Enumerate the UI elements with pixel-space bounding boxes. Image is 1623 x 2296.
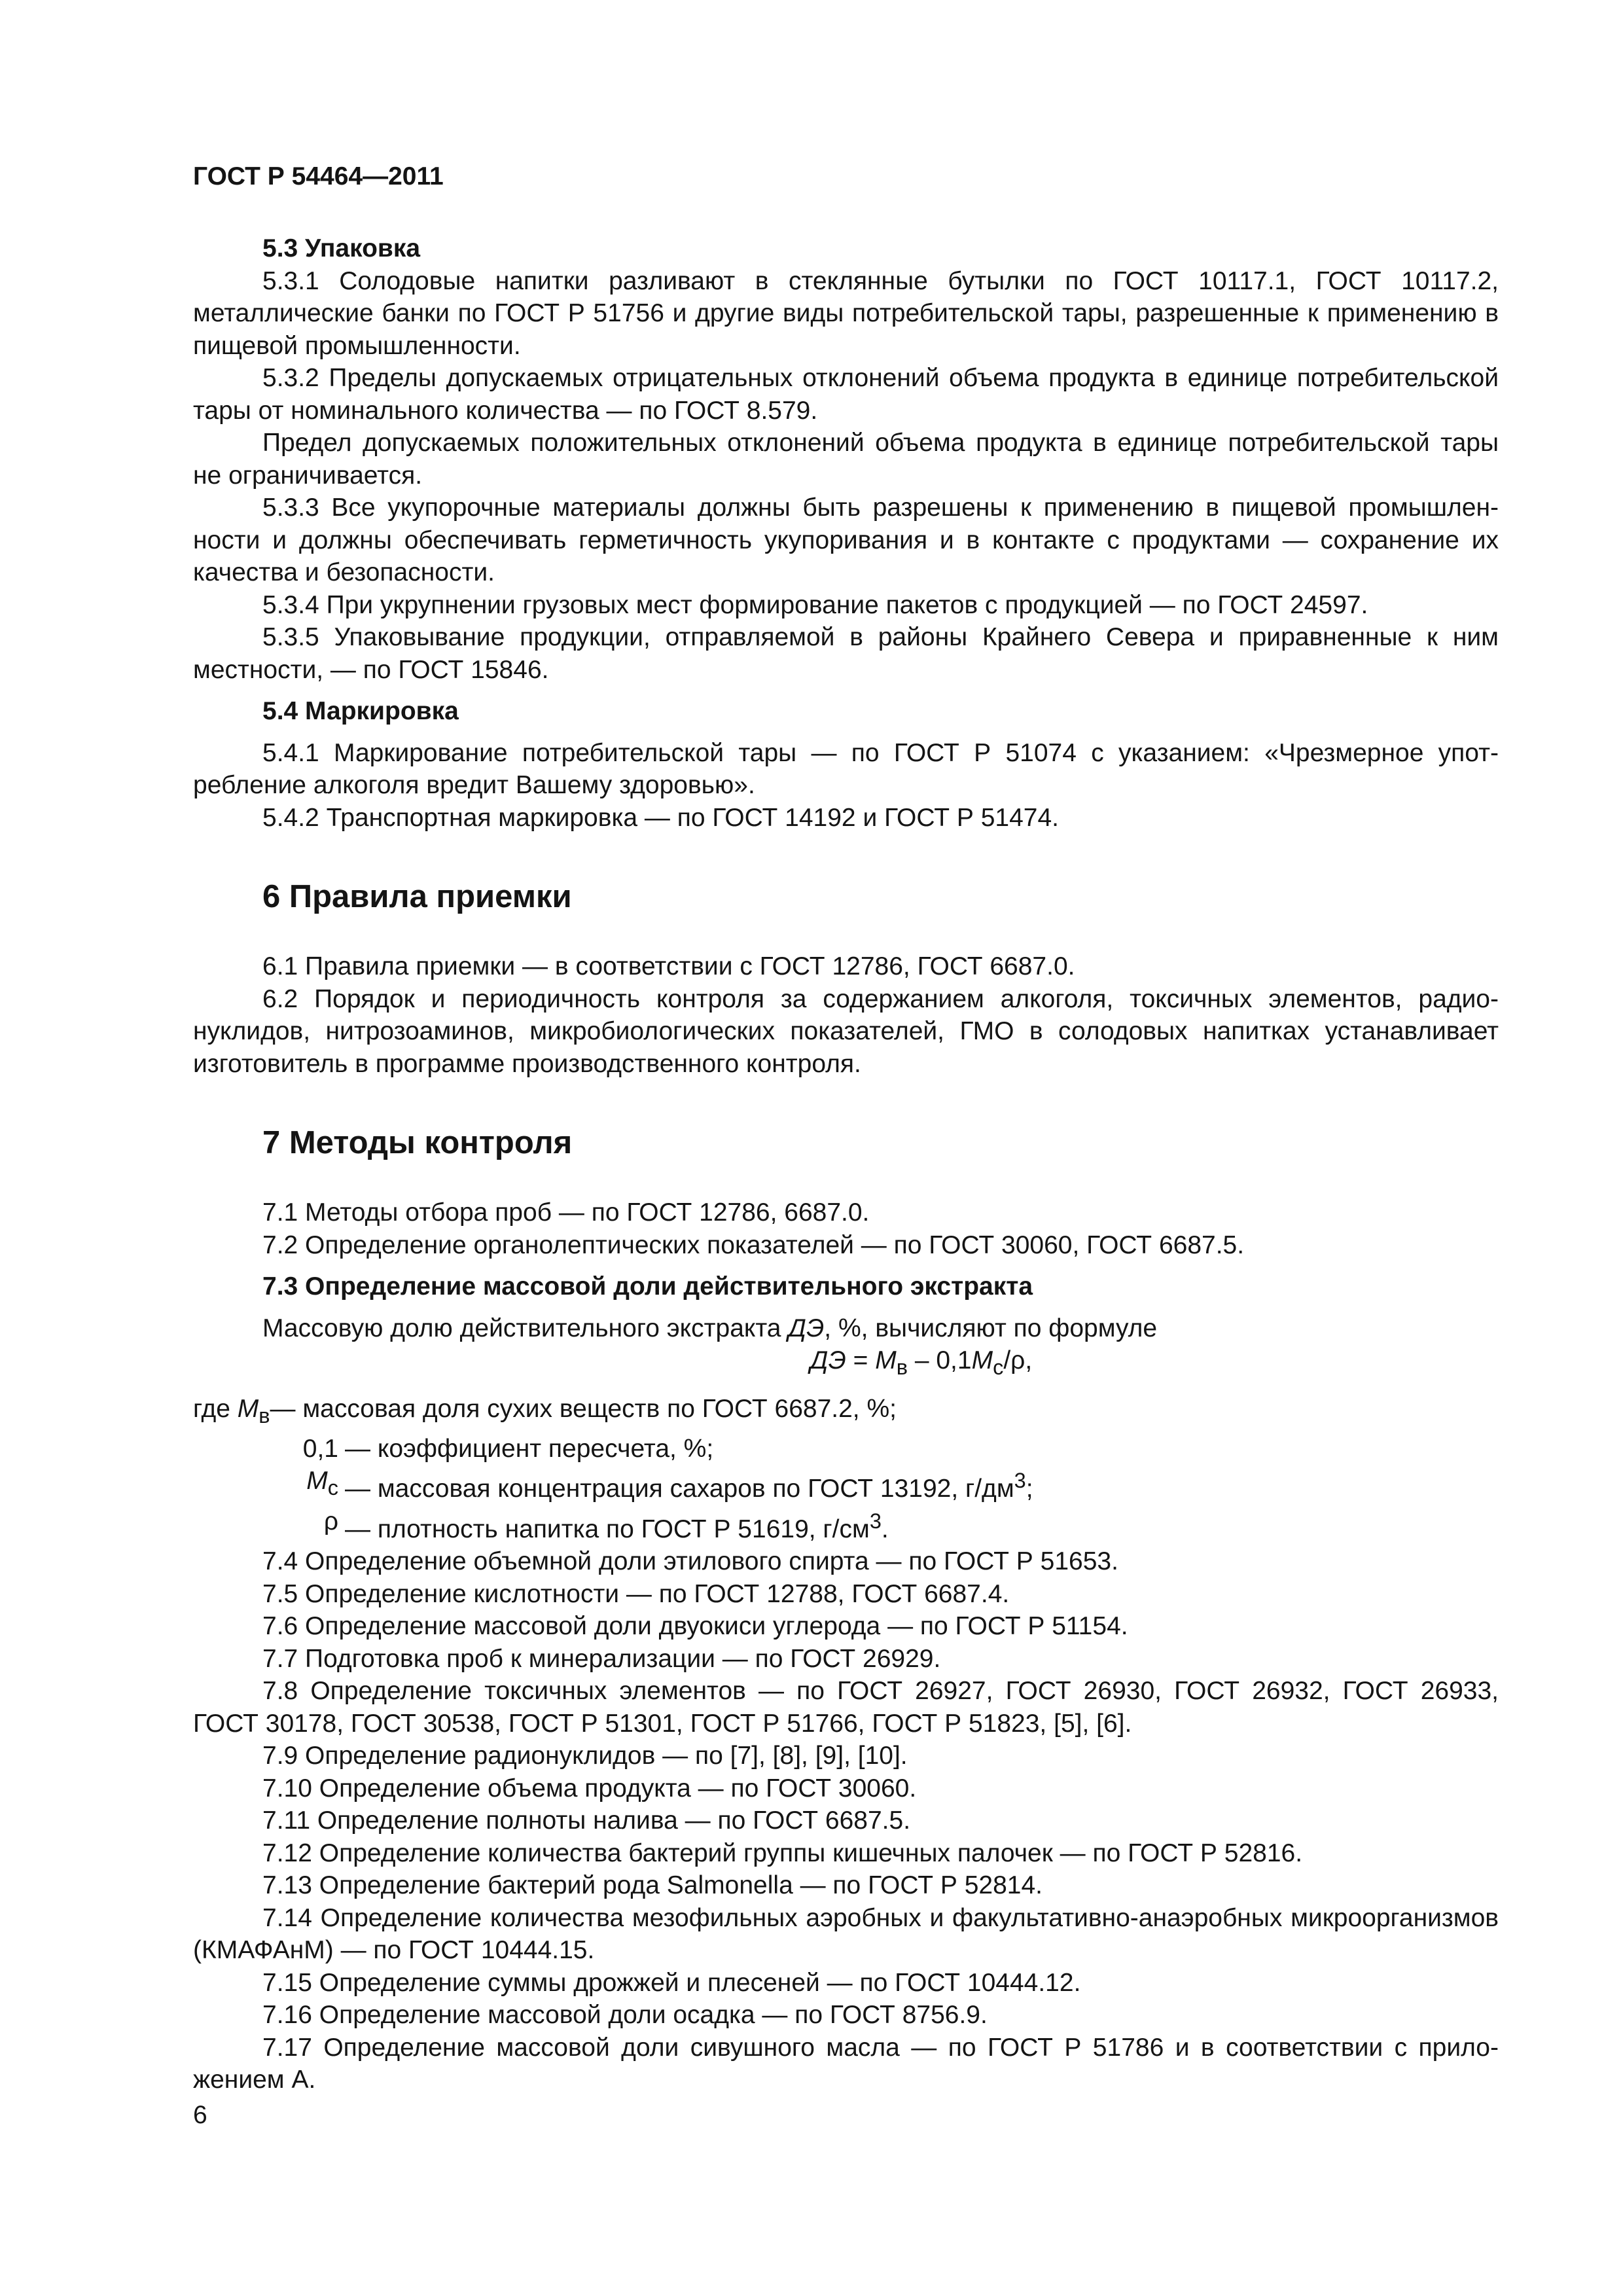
legend-text-cell xyxy=(345,1505,889,1546)
legend-symbol: 0,1 xyxy=(302,1434,338,1463)
formula-equals: = xyxy=(846,1346,876,1374)
paragraph-7-1: 7.1 Методы отбора проб — по ГОСТ 12786, 6687.0. xyxy=(262,1198,870,1227)
paragraph-7-8: 7.8 Определение токсичных элементов — по ГОСТ 26927, ГОСТ 26930, ГОСТ 26932, ГОСТ 26933, ГОСТ 30178, ГОСТ 30538, ГОСТ Р 51301, ГОСТ Р 51766, ГОСТ Р 51823, [5], [6]. xyxy=(193,1677,1499,1738)
legend-symbol-sub: с xyxy=(327,1475,338,1499)
paragraph-5-3-5: 5.3.5 Упаковывание продукции, отправляемой в районы Крайнего Севера и приравненные к ним местности, — по ГОСТ 15846. xyxy=(193,623,1499,684)
formula-mc: М xyxy=(971,1346,993,1374)
paragraph-6-1: 6.1 Правила приемки — в соответствии с ГОСТ 12786, ГОСТ 6687.0. xyxy=(262,952,1075,980)
formula-m-sub: в xyxy=(896,1355,908,1379)
legend-lead-cell xyxy=(193,1393,270,1432)
variable-de: ДЭ xyxy=(788,1314,825,1342)
formula xyxy=(193,1344,1499,1384)
paragraph-7-13: 7.13 Определение бактерий рода Salmonella — по ГОСТ Р 52814. xyxy=(262,1871,1043,1900)
legend-term-cell xyxy=(193,1465,345,1505)
formula-lhs: ДЭ xyxy=(810,1346,846,1374)
paragraph-7-7: 7.7 Подготовка проб к минерализации — по ГОСТ 26929. xyxy=(262,1644,941,1673)
page-number: 6 xyxy=(193,2101,207,2129)
legend-end: . xyxy=(881,1515,889,1543)
legend-row xyxy=(193,1505,1499,1546)
paragraph-5-3-4: 5.3.4 При укрупнении грузовых мест формирование пакетов с продукцией — по ГОСТ 24597. xyxy=(262,590,1368,619)
paragraph-7-17: 7.17 Определение массовой доли сивушного масла — по ГОСТ Р 51786 и в соответствии с приложением А. xyxy=(193,2033,1499,2094)
legend-symbol-sub: в xyxy=(259,1404,270,1428)
section-heading-7: 7 Методы контроля xyxy=(262,1125,573,1160)
formula-legend xyxy=(193,1393,1499,1545)
intro-text-a: Массовую долю действительного экстракта xyxy=(262,1314,789,1342)
formula-mc-sub: с xyxy=(993,1355,1004,1379)
paragraph-5-3-2: 5.3.2 Пределы допускаемых отрицательных отклонений объема продукта в единице потребительской тары от номинального количества — по ГОСТ 8.579. xyxy=(193,364,1499,425)
legend-lead: где xyxy=(193,1395,238,1424)
paragraph-7-15: 7.15 Определение суммы дрожжей и плесеней — по ГОСТ 10444.12. xyxy=(262,1968,1081,1997)
paragraph-5-3-2-cont: Предел допускаемых положительных отклонений объема продукта в единице потребительской тары не ограничивается. xyxy=(193,429,1499,490)
legend-symbol: М xyxy=(306,1467,328,1496)
paragraph-5-3-3: 5.3.3 Все укупорочные материалы должны быть разрешены к применению в пищевой промышленности и должны обеспечивать герметичность укупоривания и в контакте с продуктами — сохранение их качества и безопасности. xyxy=(193,493,1499,586)
paragraph-7-5: 7.5 Определение кислотности — по ГОСТ 12788, ГОСТ 6687.4. xyxy=(262,1579,1010,1608)
formula-minus: – 0,1 xyxy=(908,1346,972,1374)
legend-row xyxy=(193,1465,1499,1505)
legend-unit-exponent: 3 xyxy=(869,1509,882,1533)
legend-text-cell xyxy=(345,1465,1033,1505)
legend-row xyxy=(193,1433,1499,1465)
paragraph-7-9: 7.9 Определение радионуклидов — по [7], [8], [9], [10]. xyxy=(262,1742,908,1770)
formula-m: М xyxy=(875,1346,897,1374)
subsection-heading-7-3: 7.3 Определение массовой доли действительного экстракта xyxy=(262,1272,1033,1300)
paragraph-5-4-2: 5.4.2 Транспортная маркировка — по ГОСТ 14192 и ГОСТ Р 51474. xyxy=(262,803,1059,832)
section-heading-6: 6 Правила приемки xyxy=(262,879,572,914)
paragraph-7-10: 7.10 Определение объема продукта — по ГОСТ 30060. xyxy=(262,1774,917,1803)
document-id-header: ГОСТ Р 54464—2011 xyxy=(193,162,444,190)
document-body xyxy=(193,232,1499,2096)
subsection-heading-5-4: 5.4 Маркировка xyxy=(262,697,459,725)
paragraph-7-14: 7.14 Определение количества мезофильных аэробных и факультативно-анаэробных микроорганизмов (КМАФАнМ) — по ГОСТ 10444.15. xyxy=(193,1903,1499,1965)
paragraph-7-12: 7.12 Определение количества бактерий группы кишечных палочек — по ГОСТ Р 52816. xyxy=(262,1839,1303,1867)
paragraph-6-2: 6.2 Порядок и периодичность контроля за содержанием алкоголя, токсичных элементов, радионуклидов, нитрозоаминов, микробиологических показателей, ГМО в солодовых напитках устанавливает изготовитель в программе производственного контроля. xyxy=(193,984,1499,1078)
legend-unit-exponent: 3 xyxy=(1014,1469,1026,1493)
paragraph-7-16: 7.16 Определение массовой доли осадка — по ГОСТ 8756.9. xyxy=(262,2001,988,2030)
paragraph-7-11: 7.11 Определение полноты налива — по ГОСТ 6687.5. xyxy=(262,1806,911,1835)
legend-text: — плотность напитка по ГОСТ Р 51619, г/см xyxy=(345,1515,870,1543)
paragraph-5-3-1: 5.3.1 Солодовые напитки разливают в стеклянные бутылки по ГОСТ 10117.1, ГОСТ 10117.2, металлические банки по ГОСТ Р 51756 и другие виды потребительской тары, разрешенные к применению в пищевой промышленности. xyxy=(193,266,1499,360)
legend-symbol: ρ xyxy=(323,1507,338,1535)
paragraph-7-3-intro xyxy=(193,1312,1499,1345)
formula-tail: /ρ, xyxy=(1003,1346,1033,1374)
subsection-heading-5-3: 5.3 Упаковка xyxy=(262,234,421,262)
intro-text-b: , %, вычисляют по формуле xyxy=(824,1314,1158,1342)
legend-term-cell xyxy=(193,1433,345,1465)
legend-text: — массовая доля сухих веществ по ГОСТ 6687.2, %; xyxy=(270,1395,897,1424)
legend-end: ; xyxy=(1026,1475,1033,1503)
legend-text: — коэффициент пересчета, %; xyxy=(345,1434,714,1463)
paragraph-7-4: 7.4 Определение объемной доли этилового спирта — по ГОСТ Р 51653. xyxy=(262,1547,1118,1576)
paragraph-7-6: 7.6 Определение массовой доли двуокиси углерода — по ГОСТ Р 51154. xyxy=(262,1612,1128,1641)
paragraph-5-4-1: 5.4.1 Маркирование потребительской тары — по ГОСТ Р 51074 с указанием: «Чрезмерное употребление алкоголя вредит Вашему здоровью». xyxy=(193,738,1499,799)
legend-text: — массовая концентрация сахаров по ГОСТ 13192, г/дм xyxy=(345,1475,1014,1503)
legend-symbol: М xyxy=(237,1395,259,1424)
paragraph-7-2: 7.2 Определение органолептических показателей — по ГОСТ 30060, ГОСТ 6687.5. xyxy=(262,1230,1245,1259)
legend-term-cell xyxy=(193,1505,345,1546)
legend-row xyxy=(193,1393,1499,1432)
